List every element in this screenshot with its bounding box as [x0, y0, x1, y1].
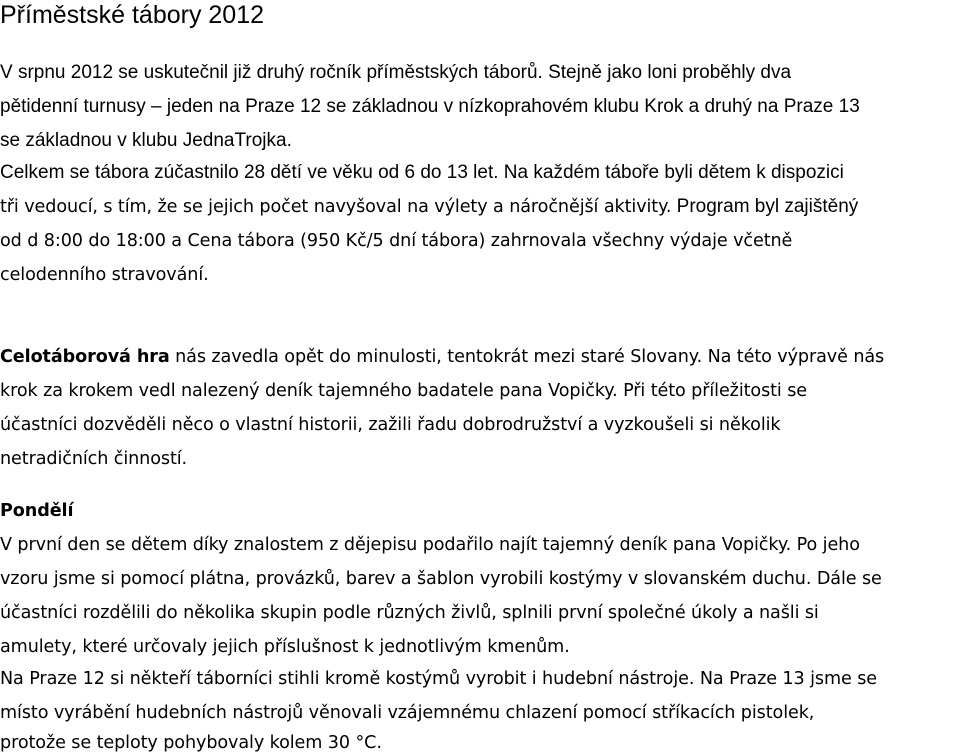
- intro-line-4-part-2: Na každém táboře byli dětem k dispozici: [498, 162, 844, 183]
- intro-line-3: se základnou v klubu JednaTrojka.: [0, 130, 292, 151]
- intro-line-6: od d 8:00 do 18:00 a Cena tábora (950 Kč/5 dní tábora) zahrnovala všechny výdaje včetně: [0, 231, 793, 251]
- intro-line-4-part-1: Celkem se tábora zúčastnilo 28 dětí ve věku od 6 do 13 let.: [0, 162, 499, 183]
- monday-heading: Pondělí: [0, 501, 74, 521]
- intro-line-2: pětidenní turnusy – jeden na Praze 12 se základnou v nízkoprahovém klubu Krok a druhý na Praze 13: [0, 96, 860, 117]
- monday-line-2: vzoru jsme si pomocí plátna, provázků, barev a šablon vyrobili kostýmy v slovanském duchu. Dále se: [0, 569, 882, 589]
- game-line-4: netradičních činností.: [0, 449, 188, 469]
- game-line-1: [0, 344, 884, 370]
- game-line-2: krok za krokem vedl nalezený deník tajemného badatele pana Vopičky. Při této příležitosti se: [0, 381, 808, 401]
- game-heading: Celotáborová hra: [0, 347, 170, 367]
- intro-line-5: [0, 194, 858, 220]
- monday-line-4: amulety, které určovaly jejich příslušnost k jednotlivým kmenům.: [0, 637, 570, 657]
- monday-line-3: účastníci rozdělili do několika skupin podle různých živlů, splnili první společné úkoly a našli si: [0, 603, 819, 623]
- monday-line-5: Na Praze 12 si někteří táborníci stihli kromě kostýmů vyrobit i hudební nástroje. Na Praze 13 jsme se: [0, 669, 878, 689]
- intro-line-5-part-2: Program byl zajištěný: [671, 196, 859, 217]
- game-line-3: účastníci dozvěděli něco o vlastní historii, zažili řadu dobrodružství a vyzkoušeli si několik: [0, 415, 781, 435]
- intro-line-4: [0, 160, 844, 186]
- monday-line-1: V první den se dětem díky znalostem z dějepisu podařilo najít tajemný deník pana Vopičky. Po jeho: [0, 535, 860, 555]
- intro-line-7: celodenního stravování.: [0, 265, 209, 285]
- page-title: Příměstské tábory 2012: [0, 1, 265, 29]
- monday-line-7: protože se teploty pohybovaly kolem 30 °C.: [0, 733, 382, 753]
- intro-line-1: V srpnu 2012 se uskutečnil již druhý ročník příměstských táborů. Stejně jako loni proběhly dva: [0, 62, 792, 83]
- monday-line-6: místo vyrábění hudebních nástrojů věnovali vzájemnému chlazení pomocí stříkacích pistolek,: [0, 703, 815, 723]
- intro-line-5-part-1: tři vedoucí, s tím, že se jejich počet navyšoval na výlety a náročnější aktivity.: [0, 197, 672, 217]
- game-line-1-text: nás zavedla opět do minulosti, tentokrát mezi staré Slovany. Na této výpravě nás: [169, 347, 885, 367]
